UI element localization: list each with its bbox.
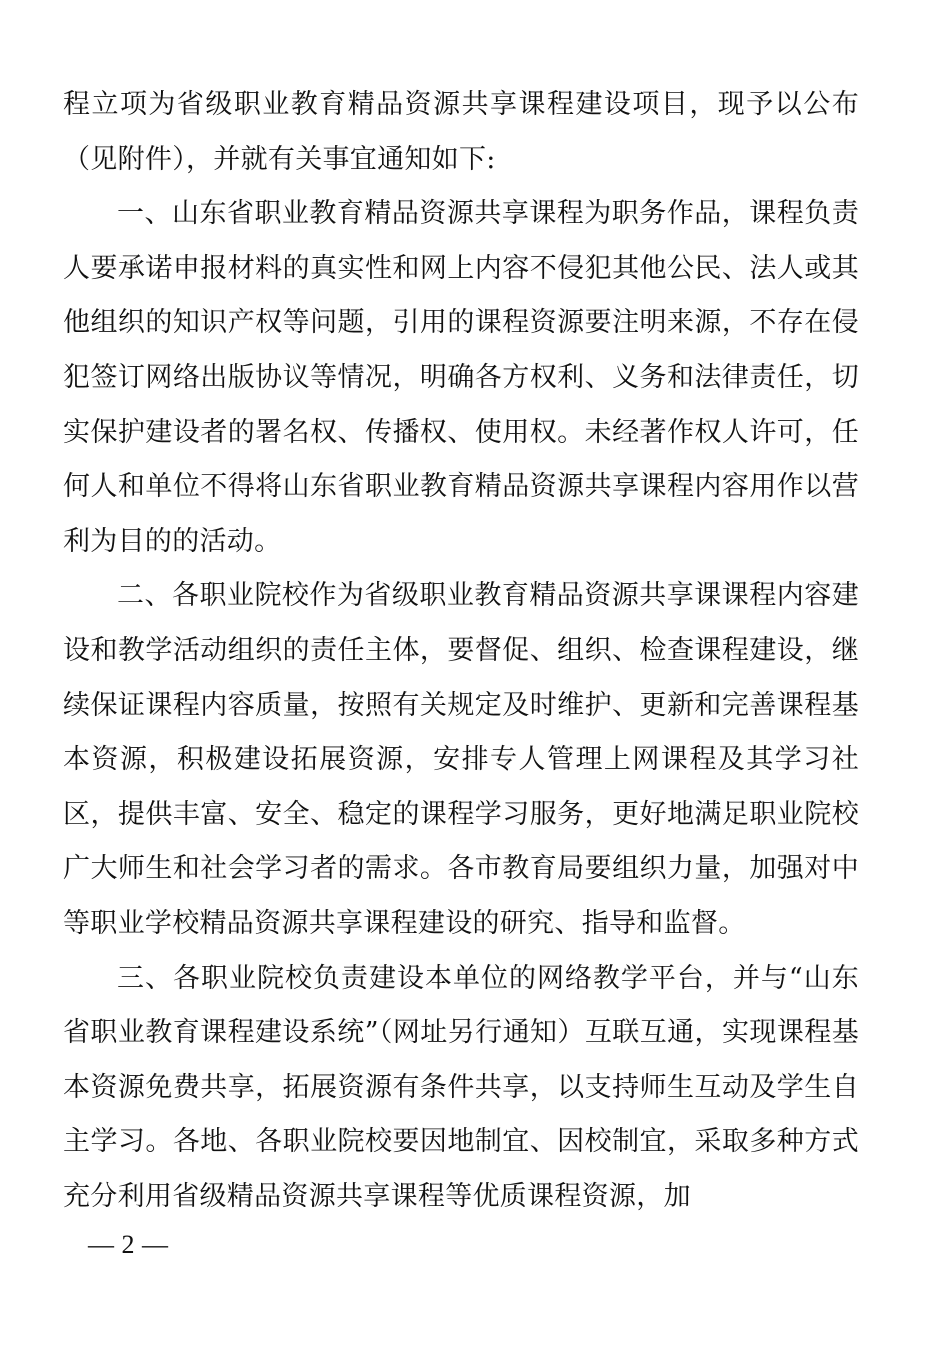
paragraph-item-three: 三、各职业院校负责建设本单位的网络教学平台，并与“山东省职业教育课程建设系统”（网址另行通知）互联互通，实现课程基本资源免费共享，拓展资源有条件共享，以支持师生互动及学生自主学习。各地、各职业院校要因地制宜、因校制宜，采取多种方式充分利用省级精品资源共享课程等优质课程资源，加 [63,962,859,1212]
paragraph-item-two: 二、各职业院校作为省级职业教育精品资源共享课课程内容建设和教学活动组织的责任主体，要督促、组织、检查课程建设，继续保证课程内容质量，按照有关规定及时维护、更新和完善课程基本资源，积极建设拓展资源，安排专人管理上网课程及其学习社区，提供丰富、安全、稳定的课程学习服务，更好地满足职业院校广大师生和社会学习者的需求。各市教育局要组织力量，加强对中等职业学校精品资源共享课程建设的研究、指导和监督。 [63,580,859,939]
paragraph-item-one: 一、山东省职业教育精品资源共享课程为职务作品，课程负责人要承诺申报材料的真实性和网上内容不侵犯其他公民、法人或其他组织的知识产权等问题，引用的课程资源要注明来源，不存在侵犯签订网络出版协议等情况，明确各方权利、义务和法律责任，切实保护建设者的署名权、传播权、使用权。未经著作权人许可，任何人和单位不得将山东省职业教育精品资源共享课程内容用作以营利为目的的活动。 [63,198,859,557]
document-body [63,78,859,1224]
paragraph-intro-continuation: 程立项为省级职业教育精品资源共享课程建设项目，现予以公布（见附件），并就有关事宜通知如下: [63,89,859,175]
page-number: — 2 — [88,1230,169,1259]
